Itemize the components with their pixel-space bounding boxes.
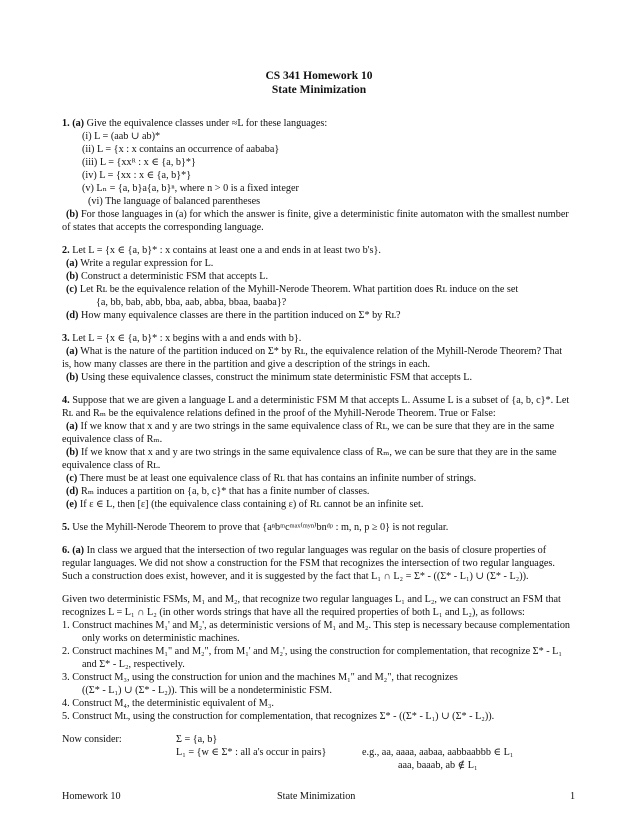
text-line: 1. Construct machines M₁' and M₂', as deterministic versions of M₁ and M₂. This step is necessary because complementation bbox=[62, 620, 571, 631]
text-line: 4. Suppose that we are given a language L and a deterministic FSM M that accepts L. Assume L is a subset of {a, b, c}*. Let bbox=[62, 395, 570, 406]
text-line: 2. Construct machines M₁" and M₂", from M₁' and M₂', using the construction for complementation, that recognize Σ* - L₁ bbox=[62, 646, 562, 657]
text-line: aaa, baaab, ab ∉ L₁ bbox=[398, 760, 478, 771]
text-line: ((Σ* - L₁) ∪ (Σ* - L₂)). This will be a nondeterministic FSM. bbox=[82, 685, 332, 696]
text-line: (d) Rₘ induces a partition on {a, b, c}* that has a finite number of classes. bbox=[66, 486, 370, 497]
text-line: (b) Using these equivalence classes, construct the minimum state deterministic FSM that accepts L. bbox=[66, 372, 472, 383]
text-line: 5. Construct Mʟ, using the construction for complementation, that recognizes Σ* - ((Σ* - L₁) ∪ (Σ* - L₂)). bbox=[62, 711, 495, 722]
page-number: 1 bbox=[570, 791, 576, 802]
text-line: (v) Lₙ = {a, b}a{a, b}ⁿ, where n > 0 is a fixed integer bbox=[82, 183, 299, 194]
text-line: (b) Construct a deterministic FSM that accepts L. bbox=[66, 271, 269, 282]
text-line: (d) How many equivalence classes are there in the partition induced on Σ* by Rʟ? bbox=[66, 310, 401, 321]
page-subtitle: State Minimization bbox=[271, 84, 367, 96]
text-line: (a) What is the nature of the partition induced on Σ* by Rʟ, the equivalence relation of the Myhill-Nerode Theorem? That bbox=[66, 346, 563, 357]
text-line: only works on deterministic machines. bbox=[82, 633, 240, 644]
text-line: (iv) L = {xx : x ∈ {a, b}*} bbox=[82, 170, 192, 181]
text-line: (c) There must be at least one equivalence class of Rʟ that has contains an infinite number of strings. bbox=[66, 473, 477, 484]
text-line: Now consider: bbox=[62, 734, 122, 745]
text-line: (ii) L = {x : x contains an occurrence of aababa} bbox=[82, 144, 280, 155]
text-line: equivalence class of Rₘ. bbox=[62, 434, 163, 445]
text-line: 6. (a) In class we argued that the intersection of two regular languages was regular on the basis of closure properties of bbox=[62, 545, 547, 556]
text-line: recognizes L = L₁ ∩ L₂ (in other words strings that have all the required properties of both L₁ and L₂), as follows: bbox=[62, 607, 525, 618]
text-line: 3. Construct M₃, using the construction for union and the machines M₁" and M₂", that recognizes bbox=[62, 672, 458, 683]
text-line: Given two deterministic FSMs, M₁ and M₂, that recognize two regular languages L₁ and L₂, we can construct an FSM that bbox=[62, 594, 561, 605]
text-line: 1. (a) Give the equivalence classes under ≈L for these languages: bbox=[62, 118, 328, 129]
text-line: (i) L = (aab ∪ ab)* bbox=[82, 131, 161, 142]
text-line: (a) Write a regular expression for L. bbox=[66, 258, 214, 269]
text-line: 2. Let L = {x ∈ {a, b}* : x contains at least one a and ends in at least two b's}. bbox=[62, 245, 381, 256]
text-line: Such a construction does exist, however, and it is suggested by the fact that L₁ ∩ L₂ = Σ* - ((Σ* - L₁) ∪ (Σ* - L₂)). bbox=[62, 571, 529, 582]
text-line: (b) For those languages in (a) for which the answer is finite, give a deterministic finite automaton with the smallest number bbox=[66, 209, 569, 220]
text-line: (iii) L = {xxᴿ : x ∈ {a, b}*} bbox=[82, 157, 196, 168]
text-line: Rʟ and Rₘ be the equivalence relations defined in the proof of the Myhill-Nerode Theorem. True or False: bbox=[62, 408, 496, 419]
page-title: CS 341 Homework 10 bbox=[265, 70, 373, 82]
text-line: 3. Let L = {x ∈ {a, b}* : x begins with a and ends with b}. bbox=[62, 333, 302, 344]
text-line: e.g., aa, aaaa, aabaa, aabbaabbb ∈ L₁ bbox=[362, 747, 514, 758]
text-line: and Σ* - L₂, respectively. bbox=[82, 659, 185, 670]
footer-left: Homework 10 bbox=[62, 791, 121, 802]
text-line: 5. Use the Myhill-Nerode Theorem to prove that {aⁿbᵐcᵐᵃˣ⁽ᵐʸⁿ⁾bnᵈᵖ : m, n, p ≥ 0} is not regular. bbox=[62, 522, 449, 533]
text-line: (b) If we know that x and y are two strings in the same equivalence class of Rₘ, we can be sure that they are in the same bbox=[66, 447, 557, 458]
text-line: 4. Construct M₄, the deterministic equivalent of M₃. bbox=[62, 698, 274, 709]
text-line: Σ = {a, b} bbox=[176, 734, 218, 745]
text-line: (e) If ε ∈ L, then [ε] (the equivalence class containing ε) of Rʟ cannot be an infinite set. bbox=[66, 499, 424, 510]
text-line: (a) If we know that x and y are two strings in the same equivalence class of Rʟ, we can be sure that they are in the same bbox=[66, 421, 555, 432]
text-line: of states that accepts the corresponding language. bbox=[62, 222, 264, 233]
text-line: L₁ = {w ∈ Σ* : all a's occur in pairs} bbox=[176, 747, 327, 758]
footer-center: State Minimization bbox=[277, 791, 356, 802]
text-line: regular languages. We did not show a construction for the FSM that recognizes the intersection of two regular languages. bbox=[62, 558, 555, 569]
text-line: (vi) The language of balanced parentheses bbox=[88, 196, 261, 207]
text-line: (c) Let Rʟ be the equivalence relation of the Myhill-Nerode Theorem. What partition does Rʟ induce on the set bbox=[66, 284, 519, 295]
text-line: {a, bb, bab, abb, bba, aab, abba, bbaa, baaba}? bbox=[96, 297, 287, 308]
text-line: equivalence class of Rʟ. bbox=[62, 460, 161, 471]
text-line: is, how many classes are there in the partition and give a description of the strings in each. bbox=[62, 359, 431, 370]
